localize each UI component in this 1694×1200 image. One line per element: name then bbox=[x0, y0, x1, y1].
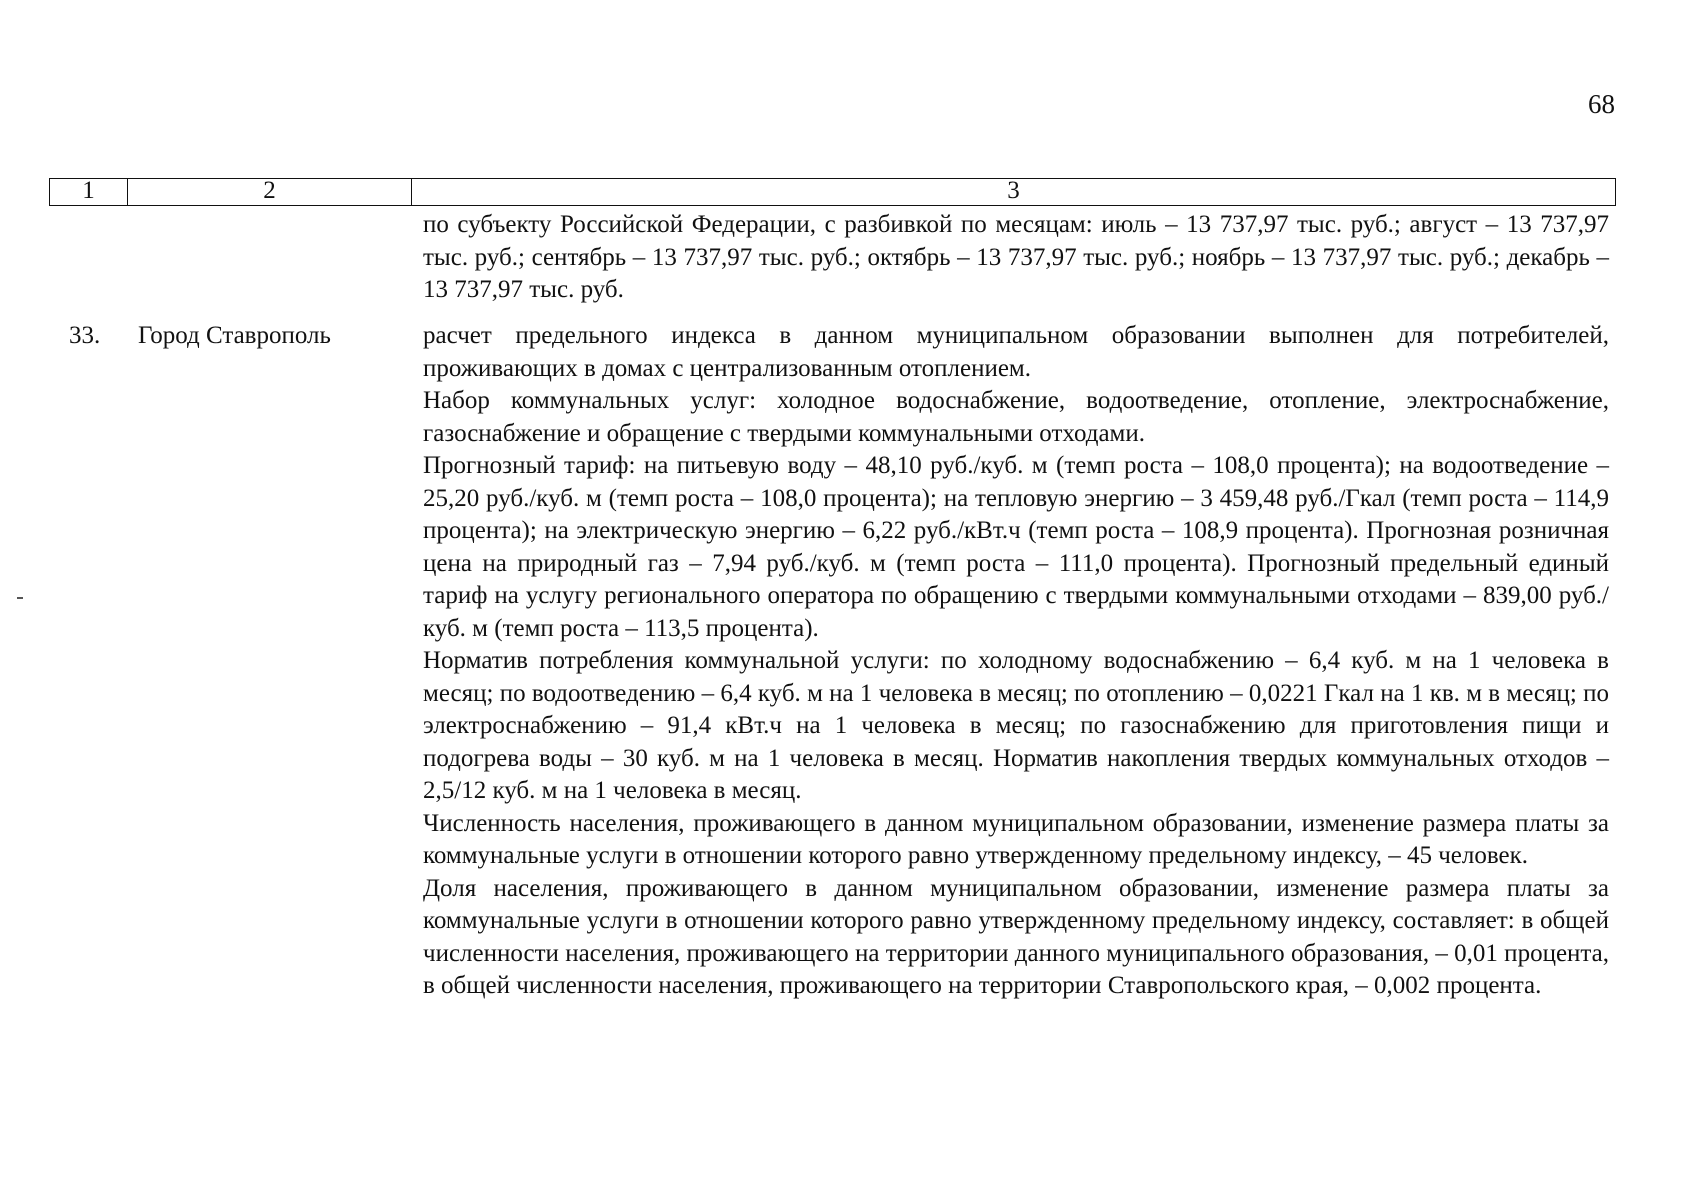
continuation-paragraph: по субъекту Российской Федерации, с разбивкой по месяцам: июль – 13 737,97 тыс. руб.; август – 13 737,97 тыс. руб.; сентябрь – 13 737,97 тыс. руб.; октябрь – 13 737,97 тыс. руб.; ноябрь – 13 737,97 тыс. руб.; декабрь – 13 737,97 тыс. руб. bbox=[423, 211, 1609, 303]
page-number: 68 bbox=[1588, 89, 1615, 119]
paragraph-consumption-norm: Норматив потребления коммунальной услуги: по холодному водоснабжению – 6,4 куб. м на 1 человека в месяц; по водоотведению – 6,4 куб. м на 1 человека в месяц; по отоплению – 0,0221 Гкал на 1 кв. м в месяц; по электроснабжению – 91,4 кВт.ч на 1 человека в месяц; по газоснабжению для приготовления пищи и подогрева воды – 30 куб. м на 1 человека в месяц. Норматив накопления твердых коммунальных отходов – 2,5/12 куб. м на 1 человека в месяц. bbox=[423, 647, 1609, 804]
entry-municipality-name: Город Ставрополь bbox=[138, 322, 331, 349]
paragraph-forecast-tariff: Прогнозный тариф: на питьевую воду – 48,10 руб./куб. м (темп роста – 108,0 процента); на водоотведение – 25,20 руб./куб. м (темп роста – 108,0 процента); на тепловую энергию – 3 459,48 руб./Гкал (темп роста – 114,9 процента); на электрическую энергию – 6,22 руб./кВт.ч (темп роста – 108,9 процента). Прогнозная розничная цена на природный газ – 7,94 руб./куб. м (темп роста – 111,0 процента). Прогнозный предельный единый тариф на услугу регионального оператора по обращению с твердыми коммунальными отходами – 839,00 руб./куб. м (темп роста – 113,5 процента). bbox=[423, 452, 1609, 642]
column-header-1: 1 bbox=[50, 179, 128, 205]
paragraph-calculation-basis: расчет предельного индекса в данном муниципальном образовании выполнен для потребителей, проживающих в домах с централизованным отоплением. bbox=[423, 322, 1609, 382]
scan-artifact bbox=[17, 597, 23, 599]
entry-number: 33. bbox=[69, 322, 101, 349]
paragraph-population-share: Доля населения, проживающего в данном муниципальном образовании, изменение размера платы за коммунальные услуги в отношении которого равно утвержденному предельному индексу, составляет: в общей численности населения, проживающего на территории данного муниципального образования, – 0,01 процента, в общей численности населения, проживающего на территории Ставропольского края, – 0,002 процента. bbox=[423, 874, 1609, 999]
table-header-row bbox=[49, 178, 1616, 206]
column-header-2: 2 bbox=[128, 179, 412, 205]
entry-description bbox=[423, 320, 1609, 1003]
continuation-text bbox=[423, 209, 1609, 307]
column-header-3: 3 bbox=[1007, 177, 1020, 204]
paragraph-services-set: Набор коммунальных услуг: холодное водоснабжение, водоотведение, отопление, электроснабжение, газоснабжение и обращение с твердыми коммунальными отходами. bbox=[423, 387, 1609, 447]
paragraph-population-count: Численность населения, проживающего в данном муниципальном образовании, изменение размера платы за коммунальные услуги в отношении которого равно утвержденному предельному индексу, – 45 человек. bbox=[423, 809, 1609, 869]
